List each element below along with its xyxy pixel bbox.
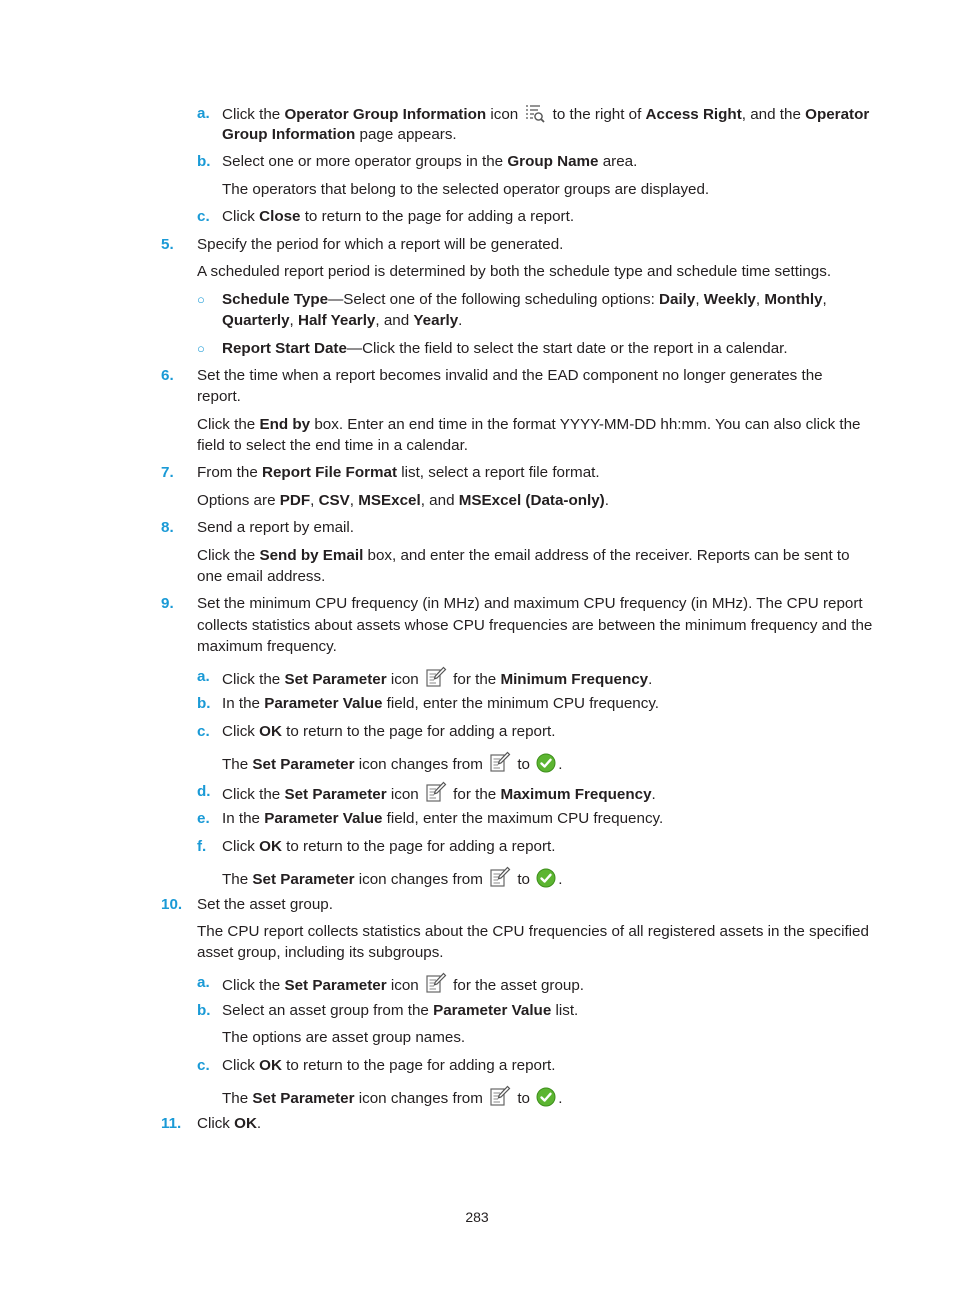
- list-marker: a.: [197, 668, 210, 685]
- text-line: The Set Parameter icon changes from to .: [222, 866, 562, 890]
- text-line: maximum frequency.: [197, 638, 337, 655]
- list-marker: b.: [197, 1002, 211, 1019]
- list-marker: c.: [197, 723, 210, 740]
- text-line: Select one or more operator groups in the Group Name area.: [222, 153, 638, 170]
- text-line: Click Close to return to the page for adding a report.: [222, 208, 575, 225]
- set-parameter-icon: [423, 786, 449, 803]
- text-line: Send a report by email.: [197, 519, 355, 536]
- page-number: 283: [465, 1209, 489, 1225]
- text-line: In the Parameter Value field, enter the maximum CPU frequency.: [222, 810, 664, 827]
- set-parameter-icon: [487, 871, 513, 888]
- text-line: Click the Set Parameter icon for the Minimum Frequency.: [222, 666, 652, 690]
- text-line: one email address.: [197, 568, 326, 585]
- text-line: Click the Set Parameter icon for the asset group.: [222, 972, 584, 996]
- text-line: Set the asset group.: [197, 896, 333, 913]
- check-icon: [534, 756, 558, 773]
- text-line: In the Parameter Value field, enter the minimum CPU frequency.: [222, 695, 659, 712]
- list-marker: 6.: [161, 367, 174, 384]
- text-line: Click the Operator Group Information icon to the right of Access Right, and the Operator: [222, 106, 870, 123]
- operator-group-information-icon: [522, 106, 548, 123]
- text-line: Click OK.: [197, 1115, 262, 1132]
- set-parameter-icon: [423, 977, 449, 994]
- text-line: Click OK to return to the page for adding a report.: [222, 838, 556, 855]
- list-marker: d.: [197, 783, 211, 800]
- text-line: field to select the end time in a calendar.: [197, 437, 469, 454]
- text-line: A scheduled report period is determined by both the schedule type and schedule time settings.: [197, 263, 832, 280]
- text-line: Quarterly, Half Yearly, and Yearly.: [222, 312, 463, 329]
- text-line: The Set Parameter icon changes from to .: [222, 751, 562, 775]
- list-marker: 5.: [161, 236, 174, 253]
- list-marker: e.: [197, 810, 210, 827]
- text-line: Group Information page appears.: [222, 126, 457, 143]
- list-marker: c.: [197, 208, 210, 225]
- text-line: The options are asset group names.: [222, 1029, 466, 1046]
- text-line: Click OK to return to the page for adding a report.: [222, 723, 556, 740]
- text-line: Schedule Type—Select one of the following scheduling options: Daily, Weekly, Monthly,: [222, 291, 827, 308]
- text-line: Click OK to return to the page for adding a report.: [222, 1057, 556, 1074]
- list-marker: 10.: [161, 896, 183, 913]
- set-parameter-icon: [487, 1090, 513, 1107]
- text-line: Select an asset group from the Parameter Value list.: [222, 1002, 579, 1019]
- list-marker: 9.: [161, 595, 174, 612]
- text-line: collects statistics about assets whose CPU frequencies are between the minimum frequency and the: [197, 617, 873, 634]
- list-marker: 11.: [161, 1115, 182, 1132]
- text-line: Click the Send by Email box, and enter the email address of the receiver. Reports can be sent to: [197, 547, 850, 564]
- bullet-marker: ○: [197, 292, 205, 307]
- list-marker: b.: [197, 695, 211, 712]
- list-marker: 8.: [161, 519, 174, 536]
- check-icon: [534, 1090, 558, 1107]
- list-marker: a.: [197, 974, 210, 991]
- set-parameter-icon: [423, 671, 449, 688]
- list-marker: b.: [197, 153, 211, 170]
- text-line: From the Report File Format list, select a report file format.: [197, 464, 600, 481]
- text-line: asset group, including its subgroups.: [197, 944, 444, 961]
- list-marker: a.: [197, 105, 210, 122]
- check-icon: [534, 871, 558, 888]
- list-marker: 7.: [161, 464, 174, 481]
- text-line: Click the End by box. Enter an end time in the format YYYY-MM-DD hh:mm. You can also click the: [197, 416, 861, 433]
- list-marker: f.: [197, 838, 207, 855]
- set-parameter-icon: [487, 756, 513, 773]
- text-line: Click the Set Parameter icon for the Maximum Frequency.: [222, 781, 656, 805]
- text-line: Report Start Date—Click the field to select the start date or the report in a calendar.: [222, 340, 788, 357]
- text-line: report.: [197, 388, 241, 405]
- list-marker: c.: [197, 1057, 210, 1074]
- text-line: Specify the period for which a report will be generated.: [197, 236, 564, 253]
- text-line: Set the time when a report becomes invalid and the EAD component no longer generates the: [197, 367, 823, 384]
- bullet-marker: ○: [197, 341, 205, 356]
- text-line: The Set Parameter icon changes from to .: [222, 1085, 562, 1109]
- text-line: Set the minimum CPU frequency (in MHz) and maximum CPU frequency (in MHz). The CPU report: [197, 595, 863, 612]
- text-line: The operators that belong to the selected operator groups are displayed.: [222, 181, 710, 198]
- text-line: The CPU report collects statistics about the CPU frequencies of all registered assets in the specified: [197, 923, 869, 940]
- text-line: Options are PDF, CSV, MSExcel, and MSExcel (Data-only).: [197, 492, 609, 509]
